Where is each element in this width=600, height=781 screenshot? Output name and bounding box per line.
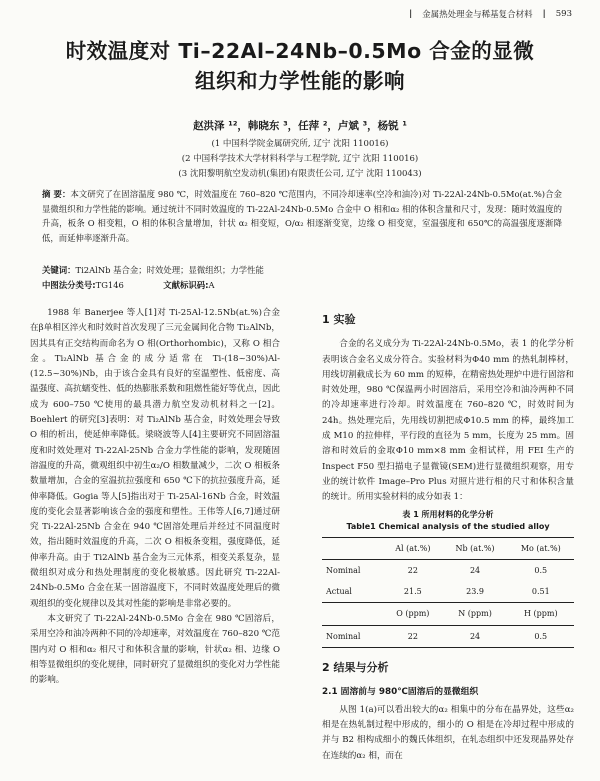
table-1-caption-cn: 表 1 所用材料的化学分析 <box>402 509 494 519</box>
abstract-label: 摘 要： <box>42 189 71 199</box>
table-row <box>322 581 574 603</box>
doc-code-value: A <box>208 280 215 290</box>
section-2-paragraph: 从图 1(a)可以看出较大的α₂ 相集中的分布在晶界处，这些α₂ 相是在热轧制过程中形成的，细小的 O 相是在冷却过程中形成的并与 B2 相构成细小的魏氏体组织，在轧态组织中还发现晶界处存在连续的α₂ 相，而在 <box>322 704 574 761</box>
table-cell: Nominal <box>326 565 361 575</box>
running-header <box>409 8 572 20</box>
table-cell: 0.5 <box>534 565 548 575</box>
table-cell: Nb (at.%) <box>443 537 508 559</box>
table-cell: 22 <box>383 625 442 647</box>
classification-label: 中图法分类号: <box>42 280 96 290</box>
table-1 <box>322 537 574 648</box>
table-header-row <box>322 603 574 625</box>
table-cell: H (ppm) <box>508 603 574 625</box>
section-2-1-heading: 2.1 固溶前与 980℃固溶后的显微组织 <box>322 687 479 698</box>
authors: 赵洪泽 ¹²，韩晓东 ³，任萍 ²，卢斌 ³，杨锐 ¹ <box>193 120 407 132</box>
table-cell: Mo (at.%) <box>508 537 574 559</box>
header-separator: | <box>542 9 546 19</box>
doc-code-label: 文献标识码: <box>163 280 209 290</box>
section-1-paragraph: 合金的名义成分为 Ti-22Al-24Nb-0.5Mo，表 1 的化学分析表明该合金名义成分符合。实验材料为Φ40 mm 的热轧制棒材，用线切割截成长为 60 mm 的短棒，在精密热处理炉中进行固溶和时效处理，980 ℃保温两小时固溶后，采用空冷和油冷两种不同的冷却速率进行冷却。时效温度在 760–820 ℃，时效时间为 24h。热处理完后，先用线切割把成Φ10.5 mm 的棒，最终加工成 M10 的拉伸样，平行段的直径为 5 mm，长度为 25 mm。固溶和时效后的金取Φ10 mm×8 mm 金相试样，用 FEI 生产的 Inspect F50 型扫描电子显微镜(SEM)进行显微组织观察，用专业的统计软件 Image–Pro Plus 对照片进行相的尺寸和体积含量的统计。所用实验材料的成分如表 1： <box>322 339 574 503</box>
title-line-1: 时效温度对 Ti–22Al–24Nb–0.5Mo 合金的显微 <box>65 39 535 63</box>
keywords-text: Ti2AlNb 基合金；时效处理；显微组织；力学性能 <box>75 265 264 275</box>
table-cell: 23.9 <box>466 587 484 597</box>
affiliation-2: (2 中国科学技术大学材料科学与工程学院, 辽宁 沈阳 110016) <box>181 154 419 164</box>
title-line-2: 组织和力学性能的影响 <box>195 69 405 93</box>
table-cell: 21.5 <box>403 587 422 597</box>
table-header-row <box>322 537 574 559</box>
section-2-heading: 2 结果与分析 <box>322 661 389 675</box>
keywords-label: 关键词： <box>42 265 76 275</box>
header-separator: | <box>409 9 413 19</box>
table-cell: Actual <box>326 587 352 597</box>
abstract-text: 本文研究了在固溶温度 980 ℃，时效温度在 760–820 ℃范围内，不同冷却速率(空冷和油冷)对 Ti-22Al-24Nb-0.5Mo(at.%)合金显微组织和力学性能的影响。通过统计不同时效温度的 Ti-22Al-24Nb-0.5Mo 合金中 O 相和α₂ 相的体积含量和尺寸，发现：随时效温度的升高，板条 O 相变粗，O 相的体积含量增加，针状 α₂ 相变短，O/α₂ 相逐渐变宽，边缘 O 相变宽，室温强度和 650℃的高温强度逐渐降低，而延伸率逐渐升高。 <box>42 189 562 243</box>
classification-value: TG146 <box>95 280 124 290</box>
abstract <box>42 187 562 245</box>
journal-name: 金属热处理金与稀基复合材料 <box>422 10 533 20</box>
table-cell: 24 <box>469 565 481 575</box>
page-number: 593 <box>555 9 572 19</box>
table-cell: 22 <box>407 565 418 575</box>
section-1-heading: 1 实验 <box>322 313 356 326</box>
table-cell: O (ppm) <box>383 603 442 625</box>
table-1-caption-en: Table1 Chemical analysis of the studied alloy <box>346 521 550 531</box>
affiliation-3: (3 沈阳黎明航空发动机(集团)有限责任公司, 辽宁 沈阳 110043) <box>178 169 422 179</box>
classification <box>42 279 215 291</box>
table-cell: Nominal <box>322 625 383 647</box>
affiliation-1: (1 中国科学院金属研究所, 辽宁 沈阳 110016) <box>211 139 389 149</box>
left-column <box>30 306 280 776</box>
intro-paragraph-2: 本文研究了 Ti-22Al-24Nb-0.5Mo 合金在 980 ℃固溶后，采用空冷和油冷两种不同的冷却速率，对效温度在 760–820 ℃范围内对 O 相和α₂ 相尺寸和体积含量的影响，针状α₂ 相、边缘 O 相等显微组织的变化规律，同时研究了显微组织的变化对力学性能的影响。 <box>30 613 280 686</box>
table-row <box>322 559 574 581</box>
paper-title <box>40 36 560 96</box>
table-cell: 24 <box>443 625 508 647</box>
intro-paragraph-1: 1988 年 Banerjee 等人[1]对 Ti-25Al-12.5Nb(at.%)合金在β单相区淬火和时效时首次发现了三元金属间化合物 Ti₂AlNb，因其具有正交结构而命名为 O 相(Orthorhombic)，又称 O 相合金。Ti₂AlNb 基合金的成分适常在 Ti-(18~30%)Al-(12.5~30%)Nb，由于该合金具有良好的室温塑性、低密度、高温强度、高抗蠕变性、低的热膨胀系数和阻燃性能好等优点，因此成为 600–750 ℃使用的最具潜力航空发动机材料之一[2]。Boehlert 的研究[3]表明：对 Ti₂AlNb 基合金，时效处理会导致 O 相的析出，使延伸率降低。梁晓波等人[4]主要研究不同固溶温度和时效处理对 Ti-22Al-25Nb 合金力学性能的影响，发现随固溶温度的升高，微观组织中初生α₂/O 相数量减少，二次 O 相板条数量增加，合金的室温抗拉强度和 650 ℃下的抗拉强度升高，延伸率降低。Gogia 等人[5]指出对于 Ti-25Al-16Nb 合金，时效温度的变化会显著影响该合金的强度和塑性。王伟等人[6,7]通过研究 Ti-22Al-25Nb 合金在 940 ℃固溶处理后并经过不同温度时效，指出随时效温度的升高，二次 O 相板条变粗，强度降低，延伸率升高。由于 Ti2AlNb 基合金为三元体系，相变关系复杂，显微组织对成分和热处理制度的变化极敏感。因此研究 Ti-22Al-24Nb-0.5Mo 合金在某一固溶温度下，不同时效温度处理后的微观组织的变化规律以及其对性能的影响是非常必要的。 <box>30 308 280 609</box>
right-column <box>322 306 574 764</box>
table-row <box>322 625 574 647</box>
table-cell <box>322 537 383 559</box>
keywords <box>42 264 264 276</box>
table-cell: 0.51 <box>531 587 550 597</box>
table-cell: Al (at.%) <box>383 537 442 559</box>
table-cell <box>322 603 383 625</box>
table-cell: 0.5 <box>508 625 574 647</box>
table-cell: N (ppm) <box>443 603 508 625</box>
